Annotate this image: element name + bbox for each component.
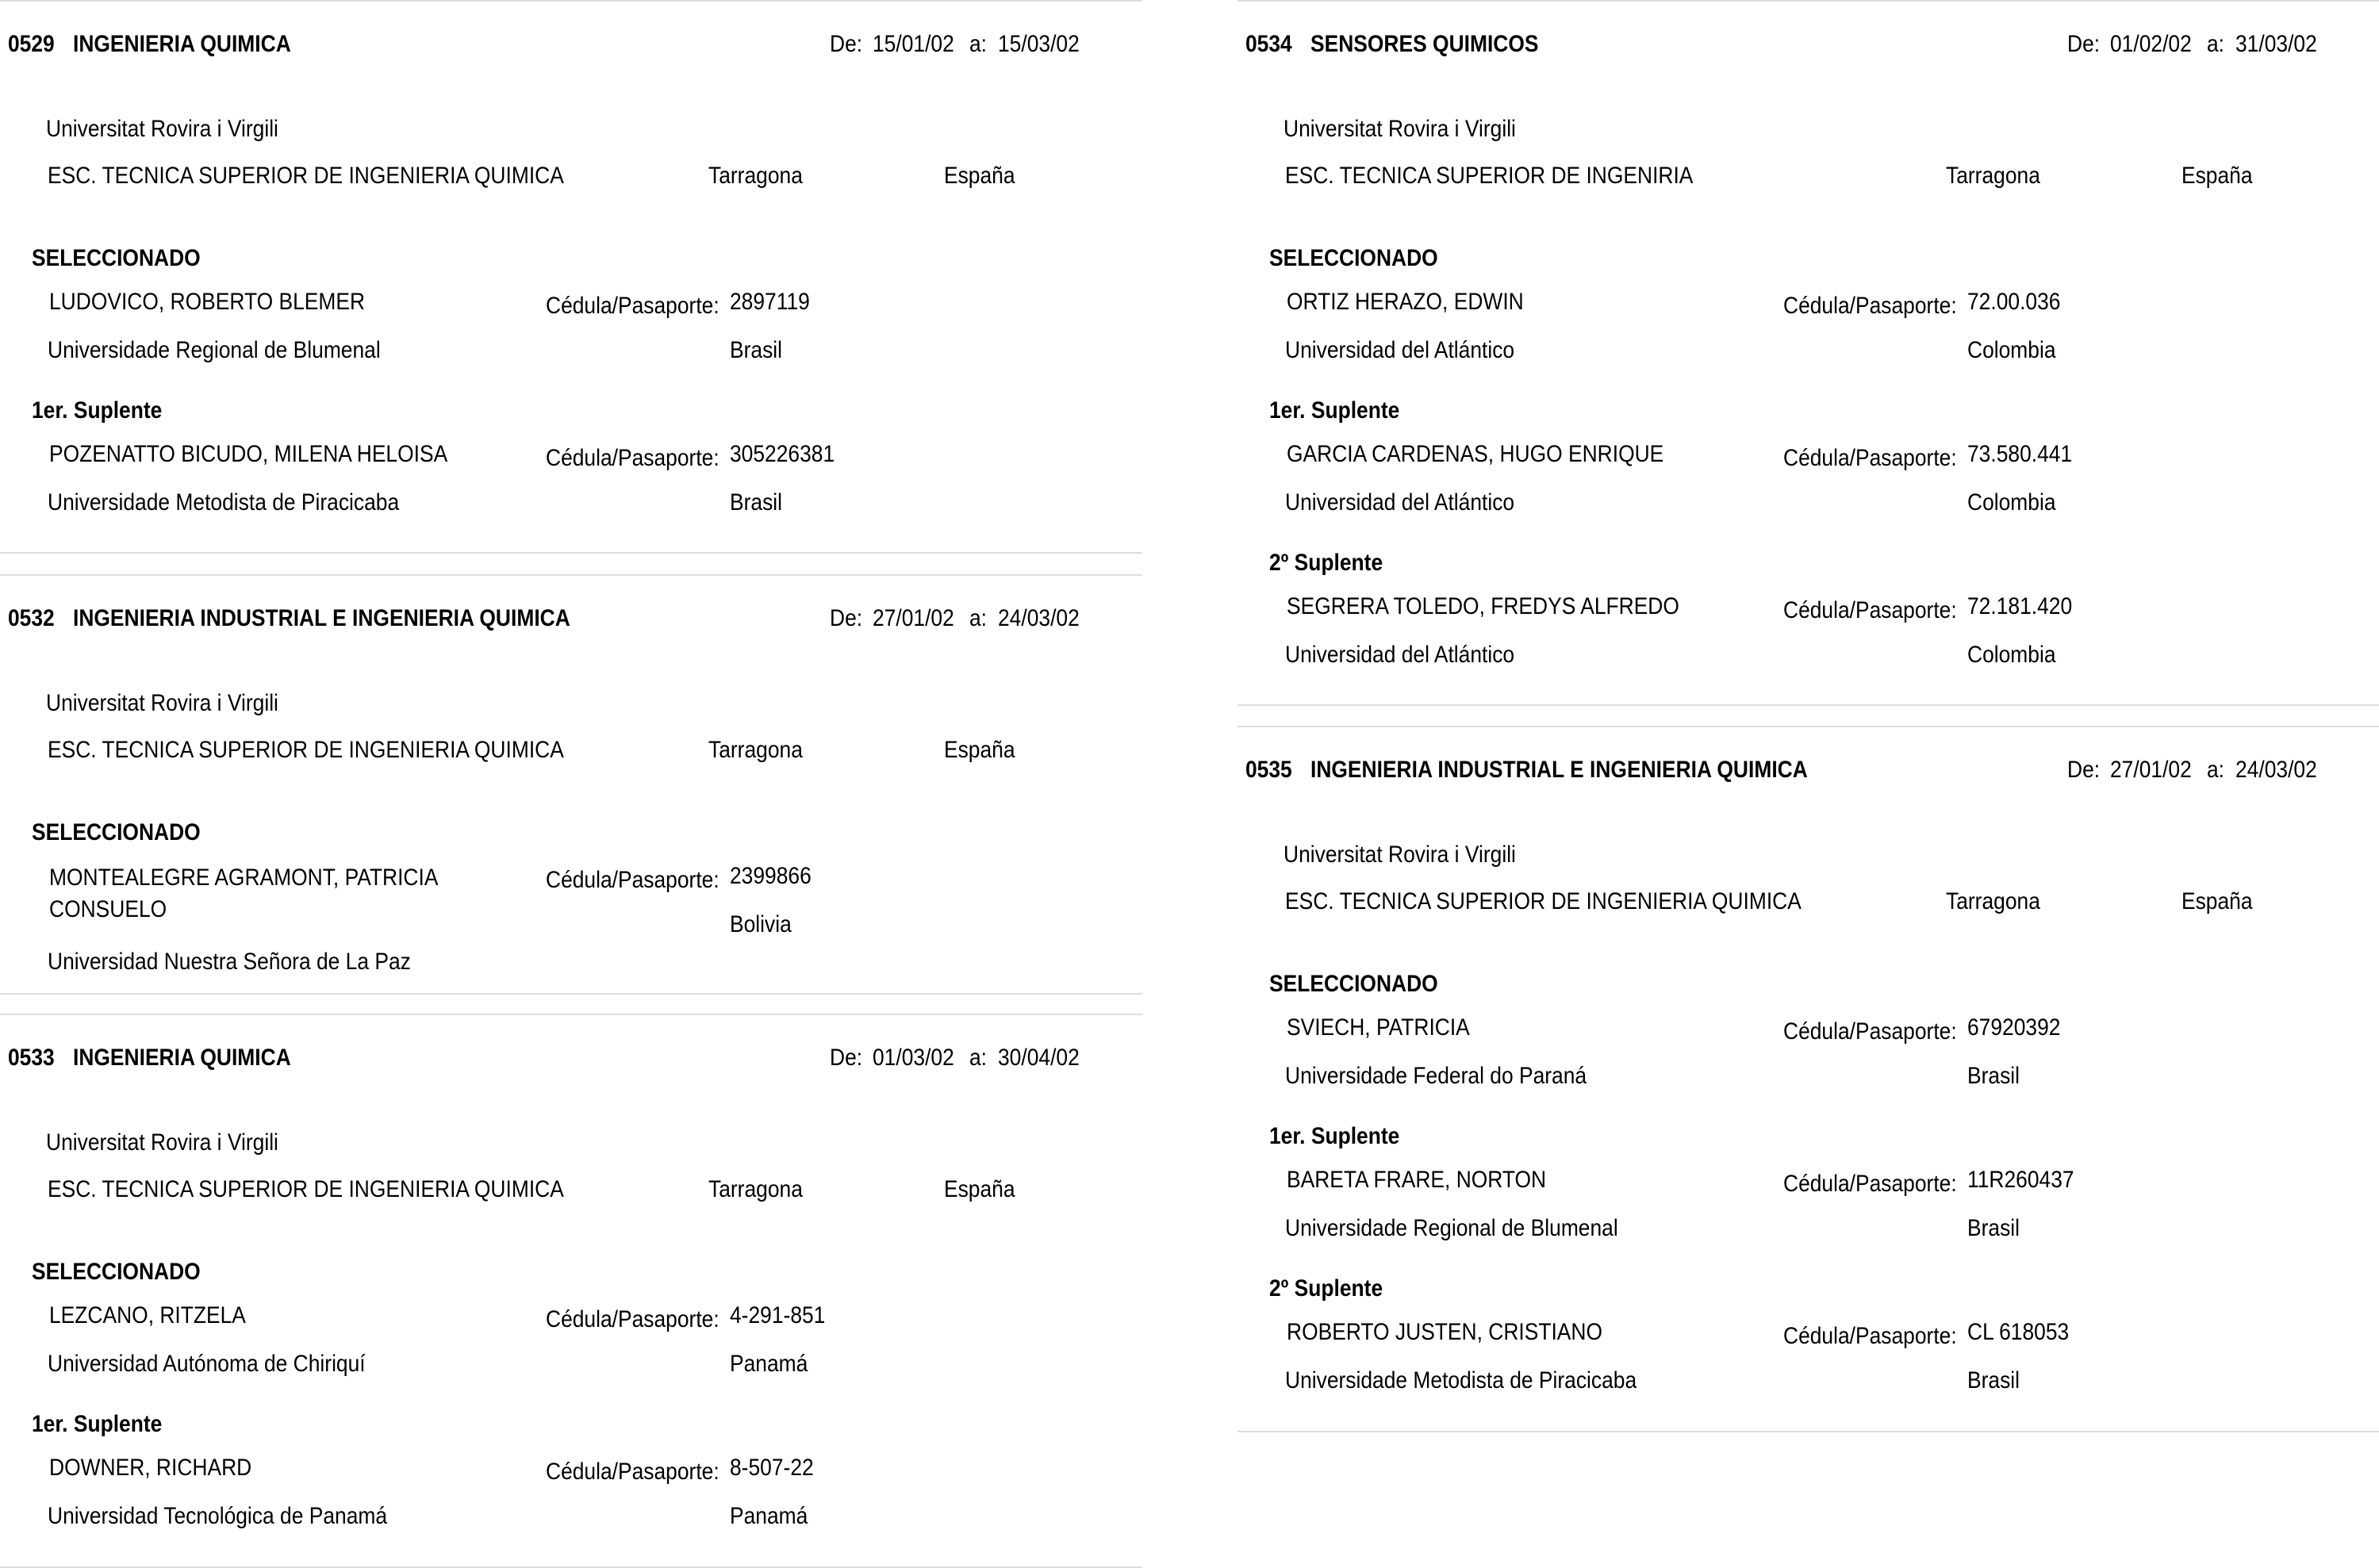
candidate-role: SELECCIONADO <box>1269 245 1438 271</box>
id-label: Cédula/Pasaporte: <box>546 867 719 893</box>
date-from: 27/01/02 <box>2110 757 2192 783</box>
id-label: Cédula/Pasaporte: <box>1783 293 1957 319</box>
candidate-nationality: Colombia <box>1967 489 2056 516</box>
id-label: Cédula/Pasaporte: <box>546 1306 719 1332</box>
university-name: Universitat Rovira i Virgili <box>46 1129 278 1156</box>
country: España <box>2181 163 2253 189</box>
candidate-name: DOWNER, RICHARD <box>49 1455 252 1481</box>
candidate-nationality: Brasil <box>1967 1215 2020 1241</box>
top-divider <box>0 574 1142 576</box>
country: España <box>944 1176 1015 1202</box>
date-to-label: a: <box>969 1045 988 1071</box>
school-name: ESC. TECNICA SUPERIOR DE INGENIRIA <box>1285 163 1694 189</box>
candidate-institution: Universidade Regional de Blumenal <box>48 337 381 363</box>
id-number: 2399866 <box>730 863 812 889</box>
candidate-name: SVIECH, PATRICIA <box>1287 1014 1470 1041</box>
candidate-institution: Universidad del Atlántico <box>1285 337 1515 363</box>
id-label: Cédula/Pasaporte: <box>1783 1171 1957 1197</box>
program-title: INGENIERIA QUIMICA <box>73 1045 291 1071</box>
candidate-role: 2º Suplente <box>1269 1275 1383 1302</box>
id-label: Cédula/Pasaporte: <box>546 1459 719 1485</box>
top-divider <box>0 0 1142 2</box>
id-number: 67920392 <box>1967 1014 2061 1041</box>
city: Tarragona <box>708 1176 803 1202</box>
candidate-nationality: Colombia <box>1967 337 2056 363</box>
program-block-0529 <box>0 0 1142 554</box>
top-divider <box>0 1014 1142 1015</box>
city: Tarragona <box>1946 888 2040 914</box>
candidate-institution: Universidade Metodista de Piracicaba <box>1285 1367 1637 1394</box>
candidate-nationality: Brasil <box>1967 1063 2020 1089</box>
id-number: 305226381 <box>730 441 835 467</box>
date-to: 24/03/02 <box>2235 757 2317 783</box>
city: Tarragona <box>708 737 803 763</box>
candidate-nationality: Brasil <box>730 489 783 516</box>
candidate-role: SELECCIONADO <box>32 819 201 845</box>
candidate-name: MONTEALEGRE AGRAMONT, PATRICIA CONSUELO <box>49 865 437 922</box>
program-title: SENSORES QUIMICOS <box>1310 31 1539 57</box>
date-from: 15/01/02 <box>873 31 954 57</box>
id-label: Cédula/Pasaporte: <box>546 293 719 319</box>
candidate-role: SELECCIONADO <box>32 245 201 271</box>
program-code: 0535 <box>1245 757 1292 783</box>
candidate-institution: Universidade Metodista de Piracicaba <box>48 489 400 516</box>
candidate-nationality: Panamá <box>730 1351 808 1377</box>
university-name: Universitat Rovira i Virgili <box>46 116 278 142</box>
candidate-name: LUDOVICO, ROBERTO BLEMER <box>49 289 366 315</box>
id-number: 72.181.420 <box>1967 593 2073 619</box>
program-title: INGENIERIA INDUSTRIAL E INGENIERIA QUIMICA <box>1310 757 1808 783</box>
candidate-institution: Universidad del Atlántico <box>1285 489 1515 516</box>
id-number: 8-507-22 <box>730 1455 814 1481</box>
candidate-role: 2º Suplente <box>1269 550 1383 576</box>
candidate-name: LEZCANO, RITZELA <box>49 1302 246 1328</box>
candidate-institution: Universidad Tecnológica de Panamá <box>48 1503 388 1529</box>
id-number: CL 618053 <box>1967 1319 2070 1345</box>
university-name: Universitat Rovira i Virgili <box>1284 116 1516 142</box>
program-code: 0532 <box>8 605 55 631</box>
program-title: INGENIERIA INDUSTRIAL E INGENIERIA QUIMICA <box>73 605 570 631</box>
school-name: ESC. TECNICA SUPERIOR DE INGENIERIA QUIMICA <box>48 1176 564 1202</box>
date-to-label: a: <box>2207 757 2225 783</box>
program-block-0534 <box>1237 0 2379 706</box>
candidate-name: SEGRERA TOLEDO, FREDYS ALFREDO <box>1287 593 1679 619</box>
candidate-nationality: Panamá <box>730 1503 808 1529</box>
candidate-name: GARCIA CARDENAS, HUGO ENRIQUE <box>1287 441 1664 467</box>
date-to-label: a: <box>969 605 988 631</box>
date-from: 27/01/02 <box>873 605 954 631</box>
candidate-institution: Universidad Autónoma de Chiriquí <box>48 1351 366 1377</box>
date-to-label: a: <box>2207 31 2225 57</box>
id-number: 4-291-851 <box>730 1302 826 1328</box>
id-number: 73.580.441 <box>1967 441 2073 467</box>
program-block-0532 <box>0 574 1142 995</box>
date-to: 31/03/02 <box>2235 31 2317 57</box>
date-from: 01/03/02 <box>873 1045 954 1071</box>
program-title: INGENIERIA QUIMICA <box>73 31 291 57</box>
bottom-divider <box>1237 704 2379 706</box>
candidate-institution: Universidad del Atlántico <box>1285 642 1515 668</box>
school-name: ESC. TECNICA SUPERIOR DE INGENIERIA QUIMICA <box>1285 888 1802 914</box>
country: España <box>2181 888 2253 914</box>
candidate-institution: Universidade Regional de Blumenal <box>1285 1215 1618 1241</box>
bottom-divider <box>0 993 1142 995</box>
id-number: 2897119 <box>730 289 810 315</box>
date-to-label: a: <box>969 31 988 57</box>
program-block-0535 <box>1237 726 2379 1432</box>
date-from-label: De: <box>2067 31 2101 57</box>
candidate-name: ROBERTO JUSTEN, CRISTIANO <box>1287 1319 1603 1345</box>
candidate-name: ORTIZ HERAZO, EDWIN <box>1287 289 1524 315</box>
country: España <box>944 163 1015 189</box>
school-name: ESC. TECNICA SUPERIOR DE INGENIERIA QUIMICA <box>48 737 564 763</box>
candidate-nationality: Bolivia <box>730 911 792 937</box>
program-block-0533 <box>0 1014 1142 1568</box>
city: Tarragona <box>708 163 803 189</box>
date-to: 24/03/02 <box>998 605 1080 631</box>
date-to: 15/03/02 <box>998 31 1080 57</box>
id-label: Cédula/Pasaporte: <box>1783 1323 1957 1349</box>
city: Tarragona <box>1946 163 2040 189</box>
candidate-name: BARETA FRARE, NORTON <box>1287 1167 1547 1193</box>
school-name: ESC. TECNICA SUPERIOR DE INGENIERIA QUIMICA <box>48 163 564 189</box>
candidate-role: 1er. Suplente <box>32 1411 163 1437</box>
candidate-role: SELECCIONADO <box>1269 971 1438 997</box>
date-from-label: De: <box>830 31 863 57</box>
program-code: 0533 <box>8 1045 55 1071</box>
candidate-nationality: Colombia <box>1967 642 2056 668</box>
top-divider <box>1237 0 2379 2</box>
id-label: Cédula/Pasaporte: <box>546 445 719 471</box>
date-from-label: De: <box>830 605 863 631</box>
candidate-role: 1er. Suplente <box>1269 1123 1400 1149</box>
id-label: Cédula/Pasaporte: <box>1783 597 1957 623</box>
program-code: 0529 <box>8 31 55 57</box>
id-number: 11R260437 <box>1967 1167 2074 1193</box>
id-label: Cédula/Pasaporte: <box>1783 445 1957 471</box>
date-from-label: De: <box>2067 757 2101 783</box>
university-name: Universitat Rovira i Virgili <box>1284 842 1516 868</box>
bottom-divider <box>1237 1431 2379 1432</box>
date-from: 01/02/02 <box>2110 31 2192 57</box>
candidate-institution: Universidade Federal do Paraná <box>1285 1063 1587 1089</box>
date-from-label: De: <box>830 1045 863 1071</box>
candidate-role: 1er. Suplente <box>1269 397 1400 424</box>
candidate-nationality: Brasil <box>1967 1367 2020 1394</box>
candidate-institution: Universidad Nuestra Señora de La Paz <box>48 949 411 975</box>
candidate-name: POZENATTO BICUDO, MILENA HELOISA <box>49 441 448 467</box>
candidate-role: SELECCIONADO <box>32 1259 201 1285</box>
id-label: Cédula/Pasaporte: <box>1783 1018 1957 1045</box>
university-name: Universitat Rovira i Virgili <box>46 690 278 716</box>
bottom-divider <box>0 552 1142 554</box>
id-number: 72.00.036 <box>1967 289 2061 315</box>
candidate-role: 1er. Suplente <box>32 397 163 424</box>
date-to: 30/04/02 <box>998 1045 1080 1071</box>
candidate-nationality: Brasil <box>730 337 783 363</box>
top-divider <box>1237 726 2379 727</box>
country: España <box>944 737 1015 763</box>
program-code: 0534 <box>1245 31 1292 57</box>
